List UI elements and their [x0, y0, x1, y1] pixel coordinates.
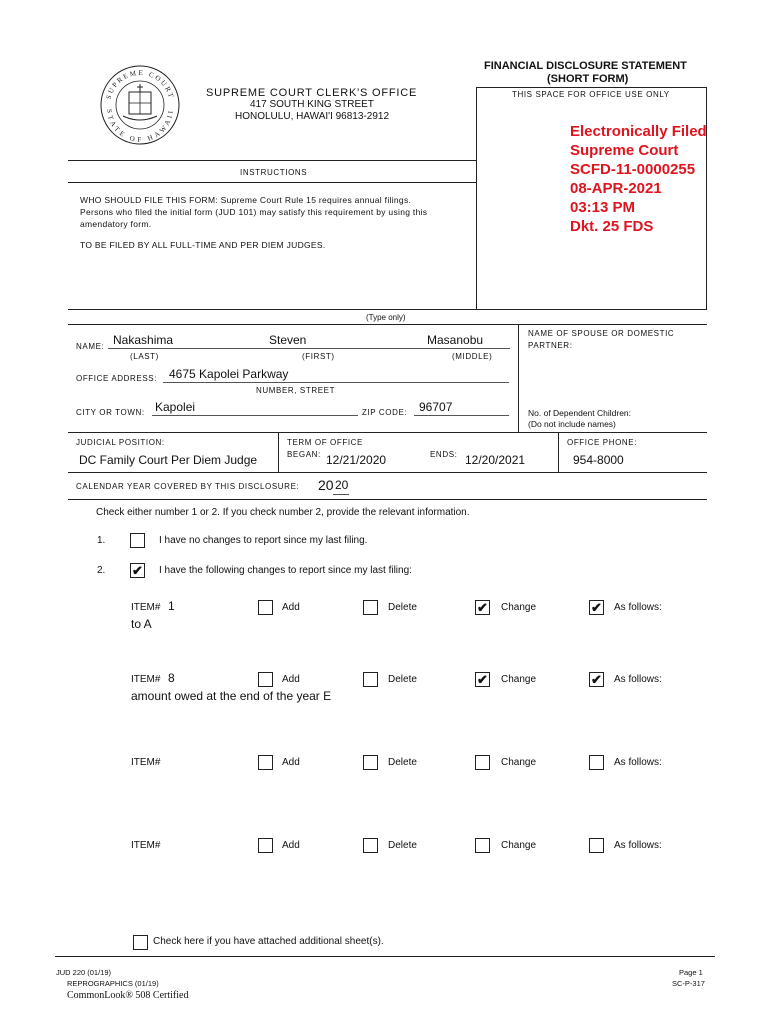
term-phone-divider [558, 432, 559, 472]
choice-instruction: Check either number 1 or 2. If you check number 2, provide the relevant information. [96, 507, 470, 518]
instructions-para1-line3: amendatory form. [80, 219, 152, 229]
office-address-label: OFFICE ADDRESS: [76, 374, 158, 383]
footer-code: SC-P-317 [672, 979, 705, 988]
efile-line3: SCFD-11-0000255 [570, 161, 696, 178]
item-delete-label: Delete [388, 757, 417, 768]
ends-value[interactable]: 12/20/2021 [465, 453, 526, 467]
efile-line6: Dkt. 25 FDS [570, 218, 654, 235]
item-delete-label: Delete [388, 840, 417, 851]
office-address-line2: HONOLULU, HAWAI'I 96813-2912 [235, 111, 390, 122]
item-change-checkbox[interactable]: ✔ [475, 600, 490, 615]
item-change-label: Change [501, 757, 537, 768]
option2-number: 2. [97, 565, 106, 576]
item-delete-checkbox[interactable] [363, 755, 378, 770]
footer-form-id: JUD 220 (01/19) [56, 968, 112, 977]
item-add-label: Add [282, 602, 300, 613]
item-delete-checkbox[interactable] [363, 838, 378, 853]
city-value[interactable]: Kapolei [155, 400, 196, 414]
footer-divider [55, 956, 715, 957]
item-label: ITEM# [131, 674, 161, 685]
spouse-label-line1: NAME OF SPOUSE OR DOMESTIC [528, 329, 675, 338]
header-divider [476, 87, 707, 88]
ends-label: ENDS: [430, 450, 458, 459]
item-as-follows-label: As follows: [614, 602, 662, 613]
option2-checkbox[interactable]: ✔ [130, 563, 145, 578]
option1-checkbox[interactable] [130, 533, 145, 548]
item-as-follows-label: As follows: [614, 757, 662, 768]
office-address-underline [163, 382, 509, 383]
efile-line1: Electronically Filed [570, 123, 707, 140]
item-add-checkbox[interactable] [258, 838, 273, 853]
instructions-para1-line1: WHO SHOULD FILE THIS FORM: Supreme Court Rule 15 requires annual filings. [80, 195, 412, 205]
calendar-year-label: CALENDAR YEAR COVERED BY THIS DISCLOSURE: [76, 482, 300, 491]
zip-label: ZIP CODE: [362, 408, 408, 417]
item-add-label: Add [282, 840, 300, 851]
item-add-label: Add [282, 674, 300, 685]
attach-sheets-text: Check here if you have attached additional sheet(s). [153, 936, 384, 947]
city-underline [152, 415, 358, 416]
first-label: (FIRST) [302, 352, 335, 361]
city-label: CITY OR TOWN: [76, 408, 145, 417]
efile-line5: 03:13 PM [570, 199, 636, 216]
efile-line2: Supreme Court [570, 142, 679, 159]
identity-header-divider [68, 324, 707, 325]
item-description[interactable]: to A [131, 617, 152, 631]
office-name: SUPREME COURT CLERK'S OFFICE [206, 87, 418, 99]
item-as-follows-checkbox[interactable]: ✔ [589, 600, 604, 615]
last-label: (LAST) [130, 352, 159, 361]
first-name-value[interactable]: Steven [269, 333, 307, 347]
zip-value[interactable]: 96707 [419, 400, 453, 414]
middle-name-value[interactable]: Masanobu [427, 333, 484, 347]
footer-page: Page 1 [679, 968, 703, 977]
office-use-left-border [476, 87, 477, 309]
efile-stamp [570, 122, 707, 236]
seal-bottom-text: STATE OF HAWAII [105, 108, 175, 144]
judicial-position-label: JUDICIAL POSITION: [76, 438, 165, 447]
item-label: ITEM# [131, 840, 161, 851]
dependents-label-line2: (Do not include names) [528, 419, 616, 429]
item-as-follows-checkbox[interactable] [589, 755, 604, 770]
item-as-follows-checkbox[interactable]: ✔ [589, 672, 604, 687]
item-as-follows-checkbox[interactable] [589, 838, 604, 853]
item-delete-checkbox[interactable] [363, 600, 378, 615]
instructions-heading-divider [68, 182, 476, 183]
instructions-para1-line2: Persons who filed the initial form (JUD 101) may satisfy this requirement by using this [80, 207, 428, 217]
calendar-year-underline [333, 494, 349, 495]
option2-text: I have the following changes to report since my last filing: [159, 565, 412, 576]
office-address-line1: 417 SOUTH KING STREET [250, 99, 374, 110]
calendar-year-top-border [68, 472, 707, 473]
item-number[interactable]: 8 [168, 671, 175, 685]
term-of-office-label: TERM OF OFFICE [287, 438, 363, 447]
item-change-label: Change [501, 840, 537, 851]
spouse-column-divider [518, 324, 519, 432]
item-delete-label: Delete [388, 674, 417, 685]
efile-line4: 08-APR-2021 [570, 180, 662, 197]
item-add-label: Add [282, 757, 300, 768]
last-name-value[interactable]: Nakashima [113, 333, 174, 347]
spouse-label-line2: PARTNER: [528, 341, 573, 350]
form-subtitle: (SHORT FORM) [547, 73, 629, 85]
option1-number: 1. [97, 535, 106, 546]
item-label: ITEM# [131, 757, 161, 768]
number-street-label: NUMBER, STREET [256, 386, 336, 395]
item-as-follows-label: As follows: [614, 840, 662, 851]
judicial-position-value[interactable]: DC Family Court Per Diem Judge [79, 453, 258, 467]
position-top-border [68, 432, 707, 433]
footer-certified: CommonLook® 508 Certified [67, 990, 189, 1001]
item-label: ITEM# [131, 602, 161, 613]
attach-sheets-checkbox[interactable] [133, 935, 148, 950]
office-phone-label: OFFICE PHONE: [567, 438, 638, 447]
form-title: FINANCIAL DISCLOSURE STATEMENT [484, 60, 687, 72]
instructions-para2: TO BE FILED BY ALL FULL-TIME AND PER DIEM JUDGES. [80, 240, 326, 250]
calendar-year-value[interactable]: 20 [335, 478, 349, 492]
instructions-heading: INSTRUCTIONS [240, 168, 308, 177]
name-label: NAME: [76, 342, 105, 351]
item-add-checkbox[interactable] [258, 672, 273, 687]
item-delete-checkbox[interactable] [363, 672, 378, 687]
office-phone-value[interactable]: 954-8000 [573, 453, 624, 467]
item-change-checkbox[interactable]: ✔ [475, 672, 490, 687]
instructions-top-border [68, 160, 476, 161]
dependents-label-line1: No. of Dependent Children: [528, 408, 632, 418]
item-change-checkbox[interactable] [475, 838, 490, 853]
supreme-court-seal [99, 64, 181, 146]
item-description[interactable]: amount owed at the end of the year E [131, 689, 332, 703]
item-change-label: Change [501, 674, 537, 685]
item-delete-label: Delete [388, 602, 417, 613]
type-only-note: (Type only) [366, 313, 406, 322]
item-change-label: Change [501, 602, 537, 613]
item-change-checkbox[interactable] [475, 755, 490, 770]
seal-top-text: SUPREME COURT [104, 68, 176, 101]
name-underline [108, 348, 510, 349]
began-value[interactable]: 12/21/2020 [326, 453, 387, 467]
item-add-checkbox[interactable] [258, 600, 273, 615]
position-term-divider [278, 432, 279, 472]
item-add-checkbox[interactable] [258, 755, 273, 770]
began-label: BEGAN: [287, 450, 321, 459]
office-address-value[interactable]: 4675 Kapolei Parkway [169, 367, 289, 381]
item-number[interactable]: 1 [168, 599, 175, 613]
calendar-year-prefix: 20 [318, 477, 334, 493]
office-use-label: THIS SPACE FOR OFFICE USE ONLY [512, 90, 670, 99]
option1-text: I have no changes to report since my last filing. [159, 535, 368, 546]
middle-label: (MIDDLE) [452, 352, 493, 361]
calendar-year-bottom-border [68, 499, 707, 500]
identity-top-border [68, 309, 707, 310]
item-as-follows-label: As follows: [614, 674, 662, 685]
zip-underline [414, 415, 509, 416]
footer-repro: REPROGRAPHICS (01/19) [67, 979, 159, 988]
